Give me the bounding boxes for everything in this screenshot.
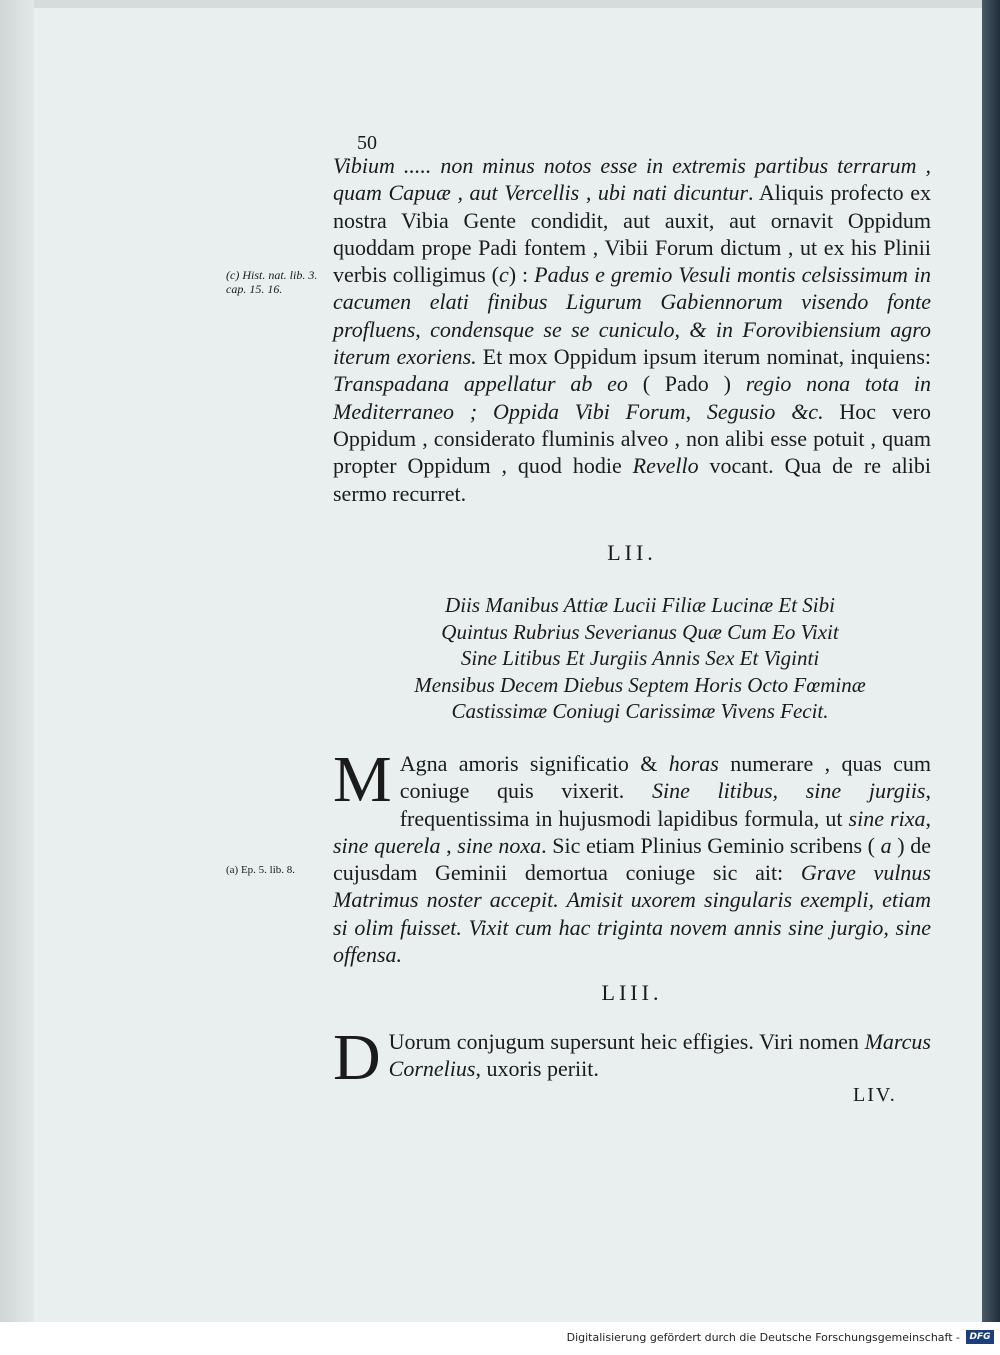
text-run: vocant. Qua de re alibi sermo recurret. (333, 453, 931, 506)
text-run: regio nona tota in Mediterraneo ; Oppida Vibi Forum (333, 371, 932, 424)
text-run: sine rixa (848, 805, 926, 831)
text-run: Revello (632, 453, 699, 479)
text-run: c (498, 262, 509, 288)
page-left-edge (0, 0, 34, 1322)
text-run: Grave vulnus Matrimus noster accepit. Amisit uxorem singularis exempli, etiam si olim fuisset. Vixit cum hac triginta novem annis sine jurgio, sine offensa. (333, 860, 931, 968)
margin-note-c: (c) Hist. nat. lib. 3. cap. 15. 16. (226, 268, 318, 296)
text-run: , frequentissima in hujusmodi lapidibus formula, ut (399, 778, 931, 831)
text-run: . Sic etiam Plinius Geminio scribens ( (541, 832, 881, 858)
funding-credit: Digitalisierung gefördert durch die Deutsche Forschungsgemeinschaft - (566, 1331, 960, 1344)
text-run: , (440, 832, 458, 858)
text-run: sine noxa (457, 832, 542, 858)
text-run: , (925, 805, 931, 831)
inscription-lii (395, 592, 885, 725)
text-run: numerare , quas cum coniuge quis vixerit. (399, 751, 932, 804)
text-run: Et mox Oppidum ipsum iterum nominat, inquiens: (476, 344, 932, 370)
section-heading-lii: LII. (607, 540, 657, 565)
paragraph-vibii-forum (333, 152, 931, 507)
text-run: Agna amoris significatio & (399, 751, 669, 776)
text-run: Segusio &c. (706, 398, 824, 424)
inscription-line: Mensibus Decem Diebus Septem Horis Octo Fœminæ (414, 672, 866, 697)
drop-cap: M (333, 743, 392, 816)
text-run: Hoc vero Oppidum , considerato fluminis alveo , non alibi esse potuit , quam propter Oppidum , quod hodie (333, 398, 931, 479)
text-run: , (415, 316, 431, 342)
inscription-line: Quintus Rubrius Severianus Quæ Cum Eo Vixit (441, 619, 839, 644)
text-run: Vibium ..... non minus notos esse in extremis partibus terrarum , quam Capuæ , aut Vercellis , ubi nati dicuntur (333, 153, 931, 206)
inscription-line: Castissimæ Coniugi Carissimæ Vivens Fecit. (451, 699, 829, 723)
section-heading-liii: LIII. (601, 980, 663, 1005)
drop-cap: D (333, 1021, 381, 1094)
text-run: ) : (508, 262, 535, 288)
text-run: ( Pado ) (627, 371, 746, 397)
text-run: Marcus Cornelius (388, 1029, 931, 1082)
footer-bar (0, 1322, 1000, 1355)
page-top-edge (34, 0, 982, 8)
text-run: Padus e gremio Vesuli montis celsissimum in cacumen elati finibus Ligurum Gabiennorum visendo fonte profluens (333, 262, 931, 342)
text-run: Sine litibus, sine jurgiis (651, 778, 926, 804)
paragraph-commentary-lii (333, 743, 932, 968)
text-run: , (685, 398, 707, 424)
margin-note-a: (a) Ep. 5. lib. 8. (226, 864, 296, 876)
book-binding-edge (982, 0, 1000, 1322)
text-run: sine querela (333, 832, 441, 858)
text-run: Uorum conjugum supersunt heic effigies. Viri nomen (388, 1029, 865, 1054)
paragraph-liii (333, 1021, 931, 1094)
inscription-line: Diis Manibus Attiæ Lucii Filiæ Lucinæ Et Sibi (445, 593, 835, 617)
text-run: Transpadana appellatur ab eo (333, 371, 628, 397)
catchword: LIV. (853, 1084, 897, 1106)
inscription-line: Sine Litibus Et Jurgiis Annis Sex Et Viginti (460, 646, 820, 670)
page-number: 50 (357, 132, 377, 154)
text-run: . Aliquis profecto ex nostra Vibia Gente condidit, aut auxit, aut ornavit Oppidum quoddam prope Padi fontem , Vibii Forum dictum , ut ex his Plinii verbis colligimus ( (333, 180, 931, 288)
text-run: a (880, 832, 892, 858)
text-run: condensque se se cuniculo, & in Forovibiensium agro iterum exoriens. (333, 316, 931, 370)
text-run: ) de cujusdam Geminii demortua coniuge sic ait: (333, 832, 932, 886)
text-run: , uxoris periit. (475, 1056, 599, 1082)
dfg-logo-icon: DFG (966, 1330, 994, 1344)
text-run: horas (668, 751, 719, 776)
